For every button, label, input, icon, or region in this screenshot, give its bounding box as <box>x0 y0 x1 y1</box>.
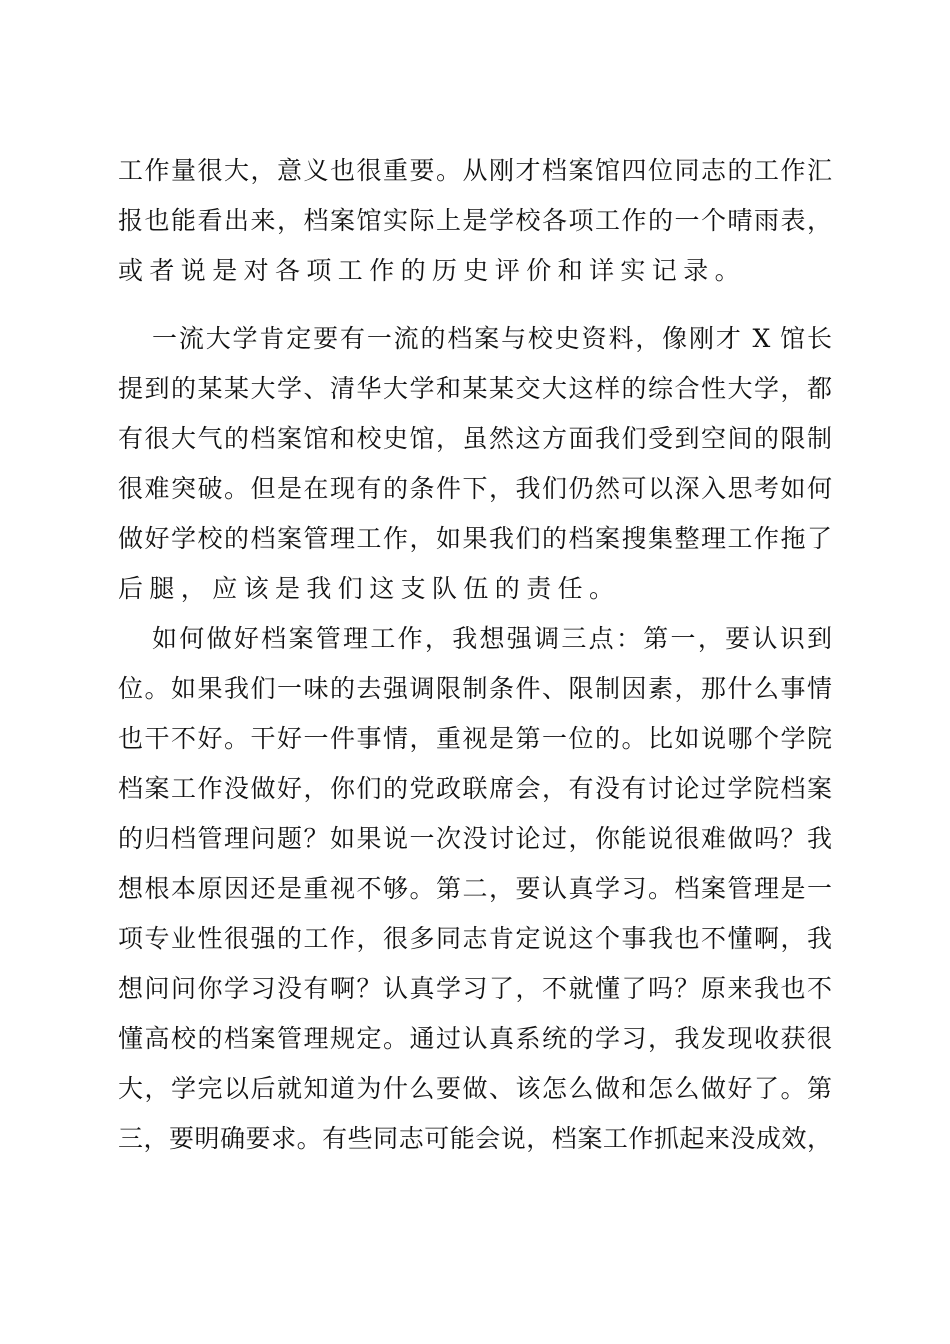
paragraph-2 <box>118 314 832 614</box>
text-line: 有很大气的档案馆和校史馆，虽然这方面我们受到空间的限制 <box>118 424 832 453</box>
text-line: 档案工作没做好，你们的党政联席会，有没有讨论过学院档案 <box>118 774 832 803</box>
text-line: 位。如果我们一味的去强调限制条件、限制因素，那什么事情 <box>118 674 832 703</box>
document-page <box>118 146 832 1164</box>
text-line: 如何做好档案管理工作，我想强调三点：第一，要认识到 <box>152 624 832 653</box>
text-line: 项专业性很强的工作，很多同志肯定说这个事我也不懂啊，我 <box>118 924 832 953</box>
text-line: 提到的某某大学、清华大学和某某交大这样的综合性大学，都 <box>118 374 832 403</box>
text-line: 也干不好。干好一件事情，重视是第一位的。比如说哪个学院 <box>118 724 832 753</box>
paragraph-1 <box>118 146 832 296</box>
text-line: 三，要明确要求。有些同志可能会说，档案工作抓起来没成效， <box>118 1124 832 1153</box>
text-line: 一流大学肯定要有一流的档案与校史资料，像刚才 X 馆长 <box>152 324 832 353</box>
text-line: 后腿，应该是我们这支队伍的责任。 <box>118 574 621 603</box>
text-line: 工作量很大，意义也很重要。从刚才档案馆四位同志的工作汇 <box>118 156 832 185</box>
text-line: 报也能看出来，档案馆实际上是学校各项工作的一个晴雨表， <box>118 206 832 235</box>
text-line: 或者说是对各项工作的历史评价和详实记录。 <box>118 256 747 285</box>
text-line: 做好学校的档案管理工作，如果我们的档案搜集整理工作拖了 <box>118 524 832 553</box>
paragraph-3 <box>118 614 832 1164</box>
text-line: 的归档管理问题？如果说一次没讨论过，你能说很难做吗？我 <box>118 824 832 853</box>
text-line: 想问问你学习没有啊？认真学习了，不就懂了吗？原来我也不 <box>118 974 832 1003</box>
text-line: 懂高校的档案管理规定。通过认真系统的学习，我发现收获很 <box>118 1024 832 1053</box>
text-line: 很难突破。但是在现有的条件下，我们仍然可以深入思考如何 <box>118 474 832 503</box>
text-line: 大，学完以后就知道为什么要做、该怎么做和怎么做好了。第 <box>118 1074 832 1103</box>
text-line: 想根本原因还是重视不够。第二，要认真学习。档案管理是一 <box>118 874 832 903</box>
